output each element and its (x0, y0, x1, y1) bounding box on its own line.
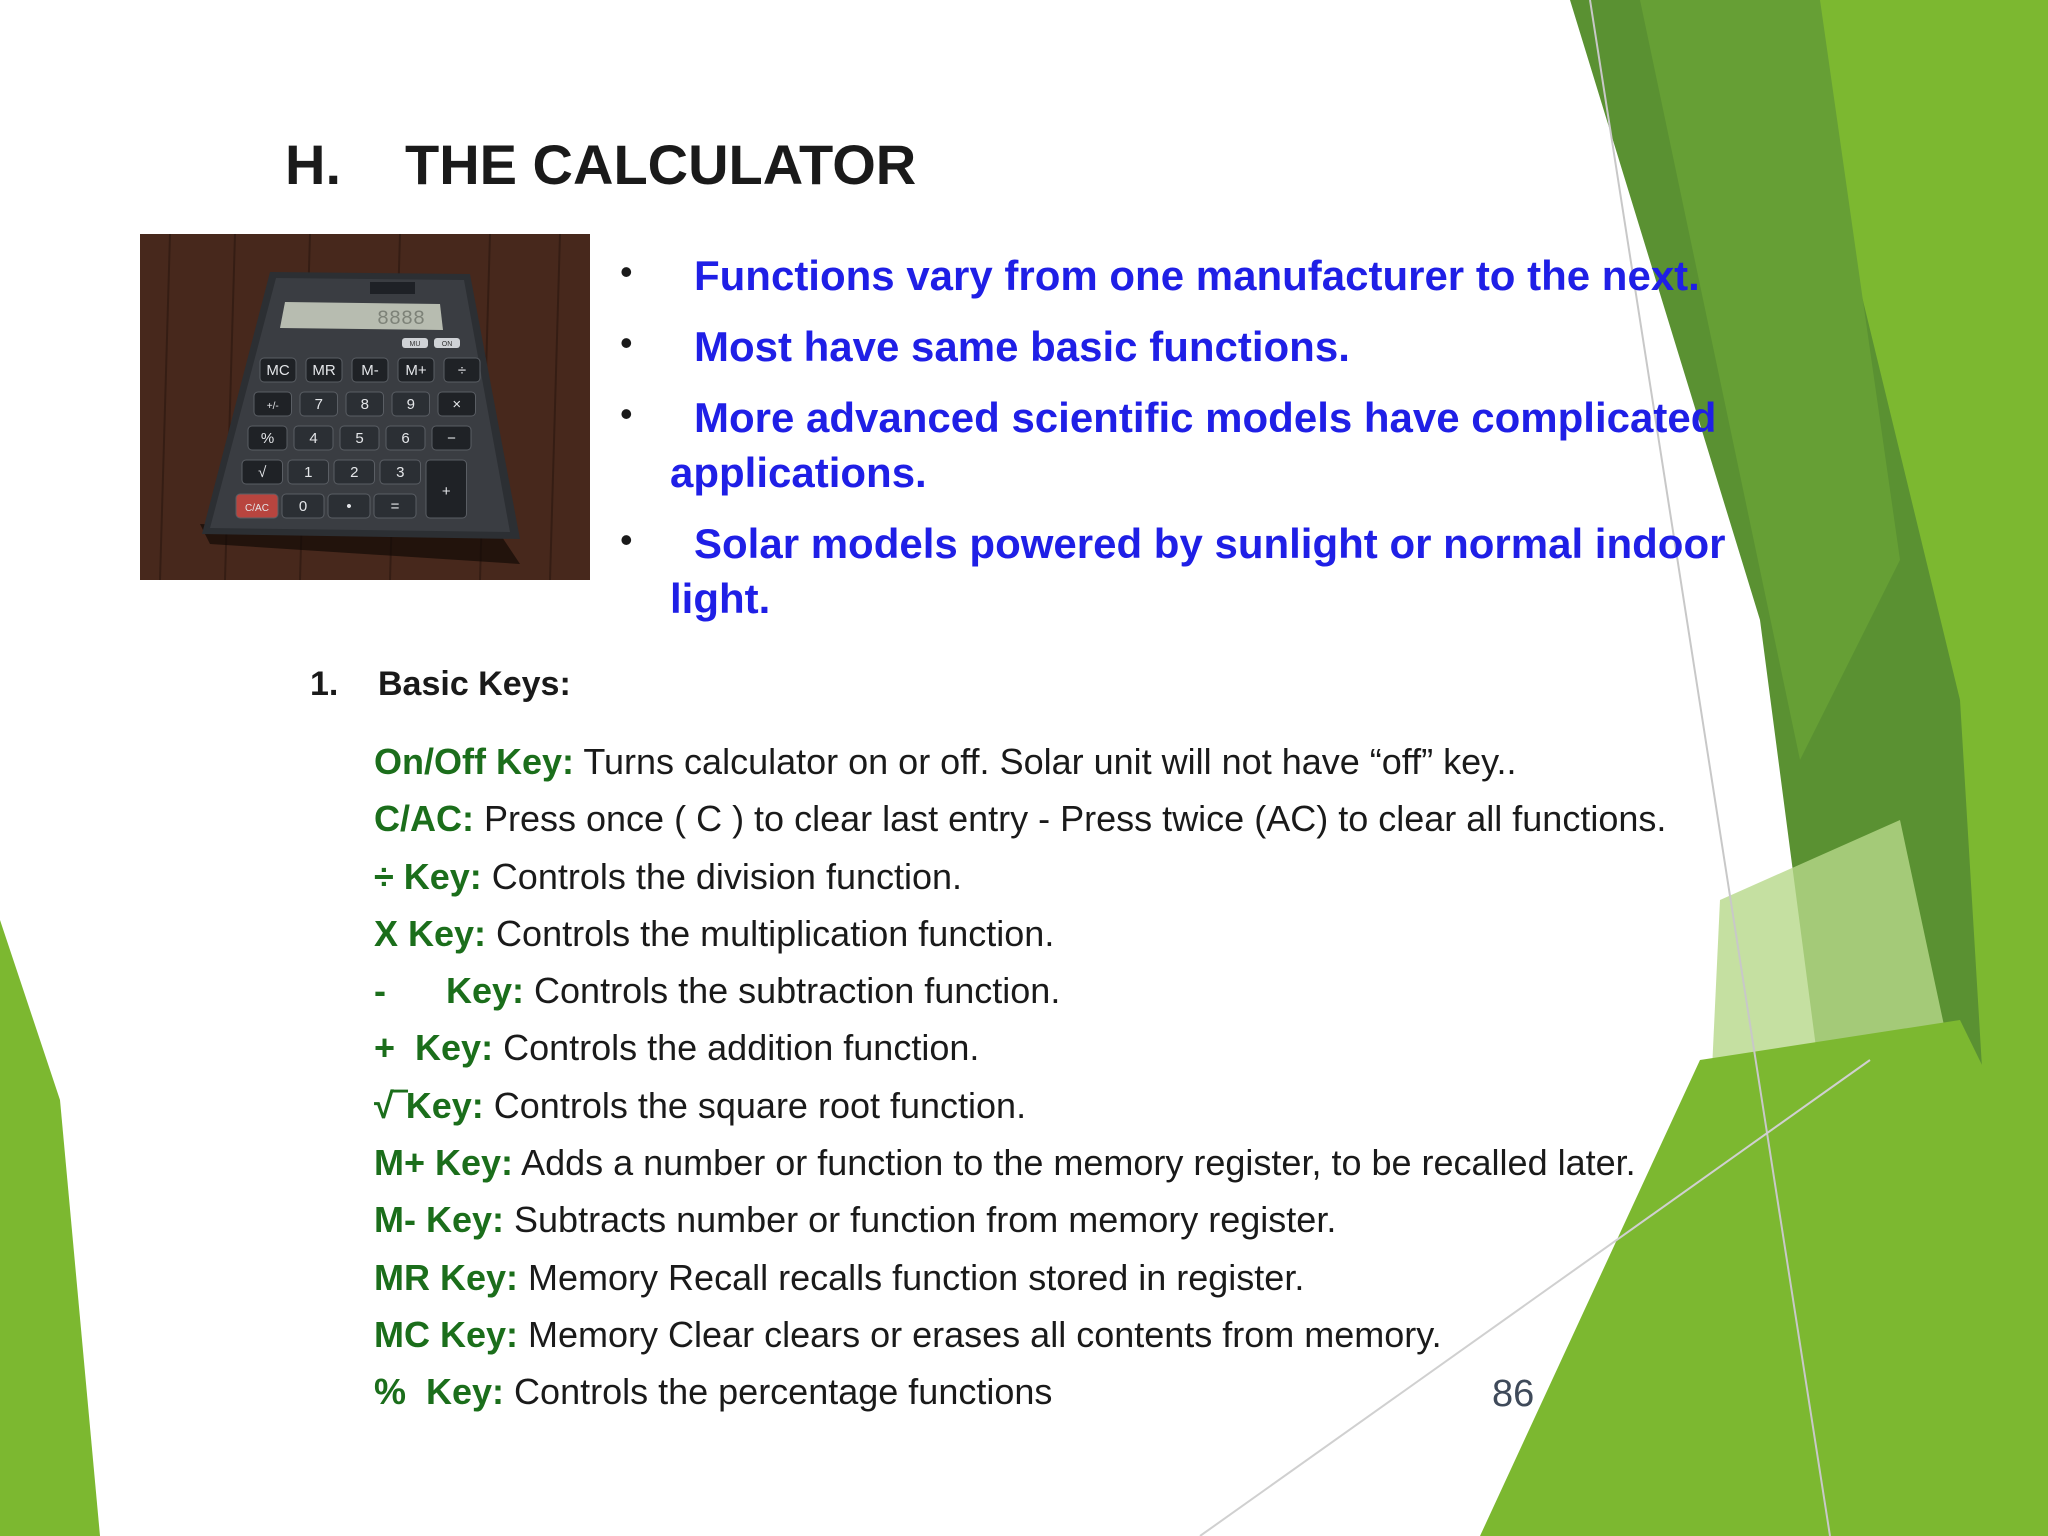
key-label: - Key: (374, 970, 525, 1012)
key-description: Controls the subtraction function. (524, 970, 1061, 1012)
key-label: MR Key: (374, 1256, 519, 1298)
calc-top-key-label: MU (409, 341, 421, 348)
key-label: ÷ Key: (374, 855, 482, 897)
calc-top-key-label: ON (441, 341, 453, 348)
key-row-add (374, 1019, 1874, 1076)
calc-key-label: +/- (266, 401, 279, 412)
bullet-item (620, 516, 1820, 626)
calc-key-label: 5 (355, 430, 364, 447)
bullet-dot: • (620, 251, 633, 292)
key-description: Controls the percentage functions (504, 1371, 1053, 1413)
bullet-dot: • (620, 322, 633, 363)
calc-key-label: 3 (396, 464, 405, 481)
key-row-multiply (374, 905, 1874, 962)
slide-title (285, 132, 916, 197)
key-label: M+ Key: (374, 1142, 514, 1184)
bullet-item (620, 248, 1820, 303)
calc-key-label: 0 (298, 498, 308, 515)
key-description: Adds a number or function to the memory register, to be recalled later. (513, 1142, 1636, 1184)
calc-key-label: + (441, 483, 451, 500)
key-list (374, 733, 1874, 1421)
calc-key-label: − (447, 430, 456, 447)
key-row-mc (374, 1306, 1874, 1363)
key-row-mr (374, 1249, 1874, 1306)
calc-key-label: MR (312, 362, 336, 379)
bullet-text: Functions vary from one manufacturer to the next. (694, 252, 1700, 299)
key-description: Memory Recall recalls function stored in register. (518, 1256, 1305, 1298)
calc-key-label: • (346, 498, 352, 515)
calc-key-label: × (452, 396, 462, 413)
calc-key-label: M+ (405, 362, 427, 379)
section-number: 1. (310, 665, 339, 703)
calc-key-label: √ (258, 464, 267, 481)
calculator-photo (140, 234, 590, 580)
calc-key-label: = (390, 498, 400, 515)
bullet-dot: • (620, 519, 633, 560)
section-title: Basic Keys: (378, 665, 571, 703)
calc-key-label: 2 (350, 464, 359, 481)
bullet-item (620, 319, 1820, 374)
solar-panel (370, 282, 415, 294)
key-label: % Key: (374, 1371, 505, 1413)
calc-key-label: 1 (304, 464, 313, 481)
key-description: Controls the square root function. (483, 1084, 1027, 1126)
bg-shape-left-green (0, 920, 100, 1536)
calc-key-label: M- (361, 362, 379, 379)
calc-key-label: ÷ (457, 362, 467, 379)
calc-key-label: MC (266, 362, 290, 379)
key-description: Subtracts number or function from memory register. (504, 1199, 1337, 1241)
key-row-mminus (374, 1191, 1874, 1248)
bullet-list (620, 248, 1820, 642)
key-row-mplus (374, 1134, 1874, 1191)
key-description: Turns calculator on or off. Solar unit will not have “off” key.. (574, 741, 1517, 782)
key-label: MC Key: (374, 1313, 519, 1355)
calc-key-label: % (260, 430, 275, 447)
calc-key-label: 6 (401, 430, 410, 447)
bullet-text: More advanced scientific models have complicated applications. (670, 394, 1717, 496)
bullet-dot: • (620, 393, 633, 434)
key-description: Memory Clear clears or erases all contents from memory. (518, 1313, 1442, 1355)
calc-key-label: 7 (314, 396, 323, 413)
key-row-onoff (374, 733, 1874, 790)
calc-key-label: 8 (360, 396, 369, 413)
key-row-percent (374, 1363, 1874, 1420)
key-label: X Key: (374, 912, 487, 954)
title-text: THE CALCULATOR (405, 133, 917, 196)
calc-key-label: 9 (406, 396, 415, 413)
key-row-divide (374, 848, 1874, 905)
key-label: M- Key: (374, 1199, 505, 1241)
page-number: 86 (1492, 1373, 1535, 1415)
key-label: √‾Key: (374, 1084, 484, 1126)
calc-key-label: C/AC (245, 503, 269, 514)
title-number: H. (285, 133, 341, 196)
key-row-subtract (374, 962, 1874, 1019)
key-label: + Key: (374, 1027, 494, 1069)
bullet-text: Solar models powered by sunlight or normal indoor light. (670, 520, 1726, 622)
section-heading (310, 665, 571, 704)
key-description: Controls the multiplication function. (486, 912, 1055, 954)
key-label: C/AC: (374, 798, 474, 840)
key-label: On/Off Key: (374, 741, 575, 782)
key-row-sqrt (374, 1077, 1874, 1134)
key-description: Press once ( C ) to clear last entry - Press twice (AC) to clear all functions. (473, 798, 1667, 840)
key-row-cac (374, 790, 1874, 847)
key-description: Controls the division function. (481, 855, 963, 897)
calc-key-label: 4 (309, 430, 318, 447)
bullet-item (620, 390, 1820, 500)
key-description: Controls the addition function. (493, 1027, 980, 1069)
bullet-text: Most have same basic functions. (694, 323, 1350, 370)
display-digits: 8888 (376, 308, 425, 331)
